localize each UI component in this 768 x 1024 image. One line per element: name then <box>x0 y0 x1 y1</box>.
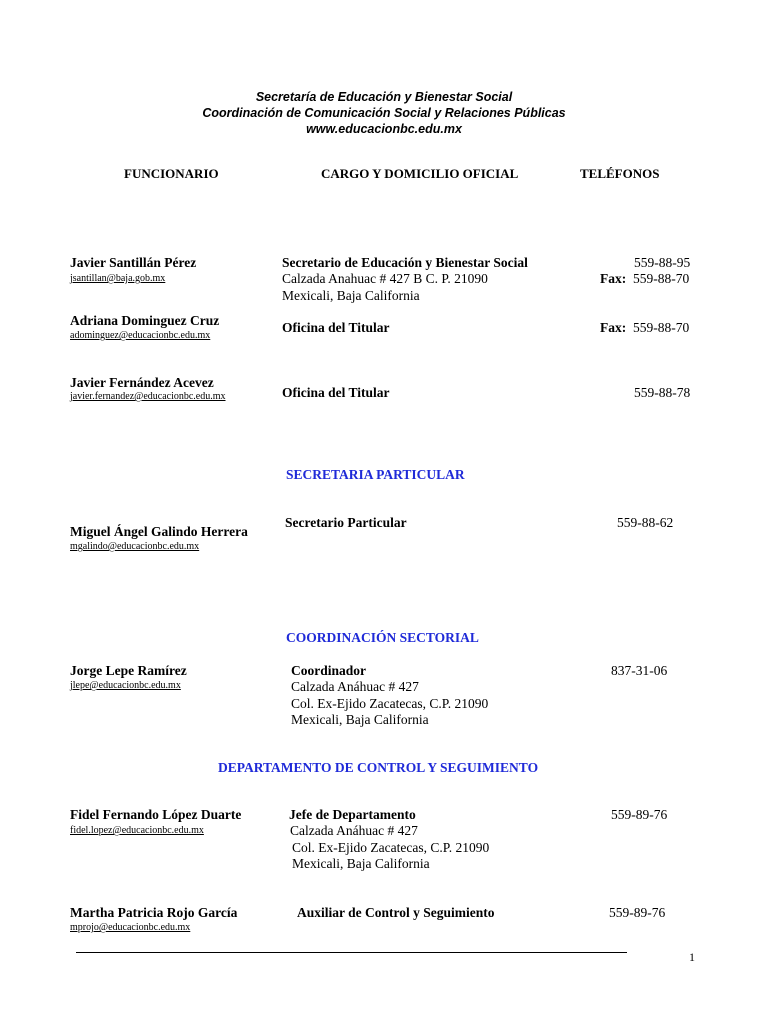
entry-email-link[interactable]: jsantillan@baja.gob.mx <box>70 273 166 284</box>
fax-number: 559-88-70 <box>633 271 690 286</box>
page-number: 1 <box>689 950 695 964</box>
entry-address-line: Col. Ex-Ejido Zacatecas, C.P. 21090 <box>291 696 489 711</box>
fax-number: 559-88-70 <box>633 320 690 335</box>
entry-email-link[interactable]: javier.fernandez@educacionbc.edu.mx <box>70 391 226 402</box>
column-heading-cargo: CARGO Y DOMICILIO OFICIAL <box>321 166 519 181</box>
entry-phone: 837-31-06 <box>611 663 668 678</box>
entry-address-line: Mexicali, Baja California <box>292 856 430 871</box>
entry-address-line: Calzada Anáhuac # 427 <box>291 679 419 694</box>
entry-address-line: Col. Ex-Ejido Zacatecas, C.P. 21090 <box>292 840 490 855</box>
entry-phone: 559-88-62 <box>617 515 674 530</box>
entry-address-line: Mexicali, Baja California <box>291 712 429 727</box>
entry-cargo: Secretario Particular <box>285 515 407 530</box>
header-org-name: Secretaría de Educación y Bienestar Social <box>255 90 513 104</box>
footer-divider <box>76 952 627 953</box>
entry-name: Jorge Lepe Ramírez <box>70 663 187 678</box>
section-heading-control-seguimiento: DEPARTAMENTO DE CONTROL Y SEGUIMIENTO <box>218 760 539 775</box>
entry-phone: 559-89-76 <box>609 905 666 920</box>
entry-address-line: Mexicali, Baja California <box>282 288 420 303</box>
entry-address-line: Calzada Anáhuac # 427 <box>290 823 418 838</box>
entry-email-link[interactable]: mprojo@educacionbc.edu.mx <box>70 922 191 933</box>
entry-name: Miguel Ángel Galindo Herrera <box>70 524 248 539</box>
fax-label: Fax: <box>600 271 627 286</box>
entry-phone: 559-88-95 <box>634 255 691 270</box>
entry-email-link[interactable]: adominguez@educacionbc.edu.mx <box>70 330 211 341</box>
entry-fax <box>600 320 689 336</box>
section-heading-coordinacion-sectorial: COORDINACIÓN SECTORIAL <box>286 630 479 645</box>
entry-name: Adriana Dominguez Cruz <box>70 313 220 328</box>
entry-cargo: Secretario de Educación y Bienestar Social <box>282 255 528 270</box>
entry-address-line: Calzada Anahuac # 427 B C. P. 21090 <box>282 271 488 286</box>
entry-phone: 559-89-76 <box>611 807 668 822</box>
header-dept-name: Coordinación de Comunicación Social y Relaciones Públicas <box>202 106 566 120</box>
entry-cargo: Oficina del Titular <box>282 385 390 400</box>
fax-label: Fax: <box>600 320 627 335</box>
entry-fax <box>600 271 689 287</box>
entry-cargo: Auxiliar de Control y Seguimiento <box>297 905 495 920</box>
column-heading-funcionario: FUNCIONARIO <box>124 166 219 181</box>
entry-name: Fidel Fernando López Duarte <box>70 807 242 822</box>
entry-name: Javier Fernández Acevez <box>70 375 214 390</box>
column-heading-telefonos: TELÉFONOS <box>580 166 660 181</box>
entry-email-link[interactable]: jlepe@educacionbc.edu.mx <box>70 680 181 691</box>
entry-email-link[interactable]: fidel.lopez@educacionbc.edu.mx <box>70 825 204 836</box>
entry-phone: 559-88-78 <box>634 385 691 400</box>
section-heading-secretaria-particular: SECRETARIA PARTICULAR <box>286 467 465 482</box>
entry-name: Martha Patricia Rojo García <box>70 905 238 920</box>
entry-email-link[interactable]: mgalindo@educacionbc.edu.mx <box>70 541 200 552</box>
entry-name: Javier Santillán Pérez <box>70 255 197 270</box>
entry-cargo: Coordinador <box>291 663 367 678</box>
header-website-link[interactable]: www.educacionbc.edu.mx <box>306 122 462 136</box>
entry-cargo: Jefe de Departamento <box>289 807 416 822</box>
entry-cargo: Oficina del Titular <box>282 320 390 335</box>
